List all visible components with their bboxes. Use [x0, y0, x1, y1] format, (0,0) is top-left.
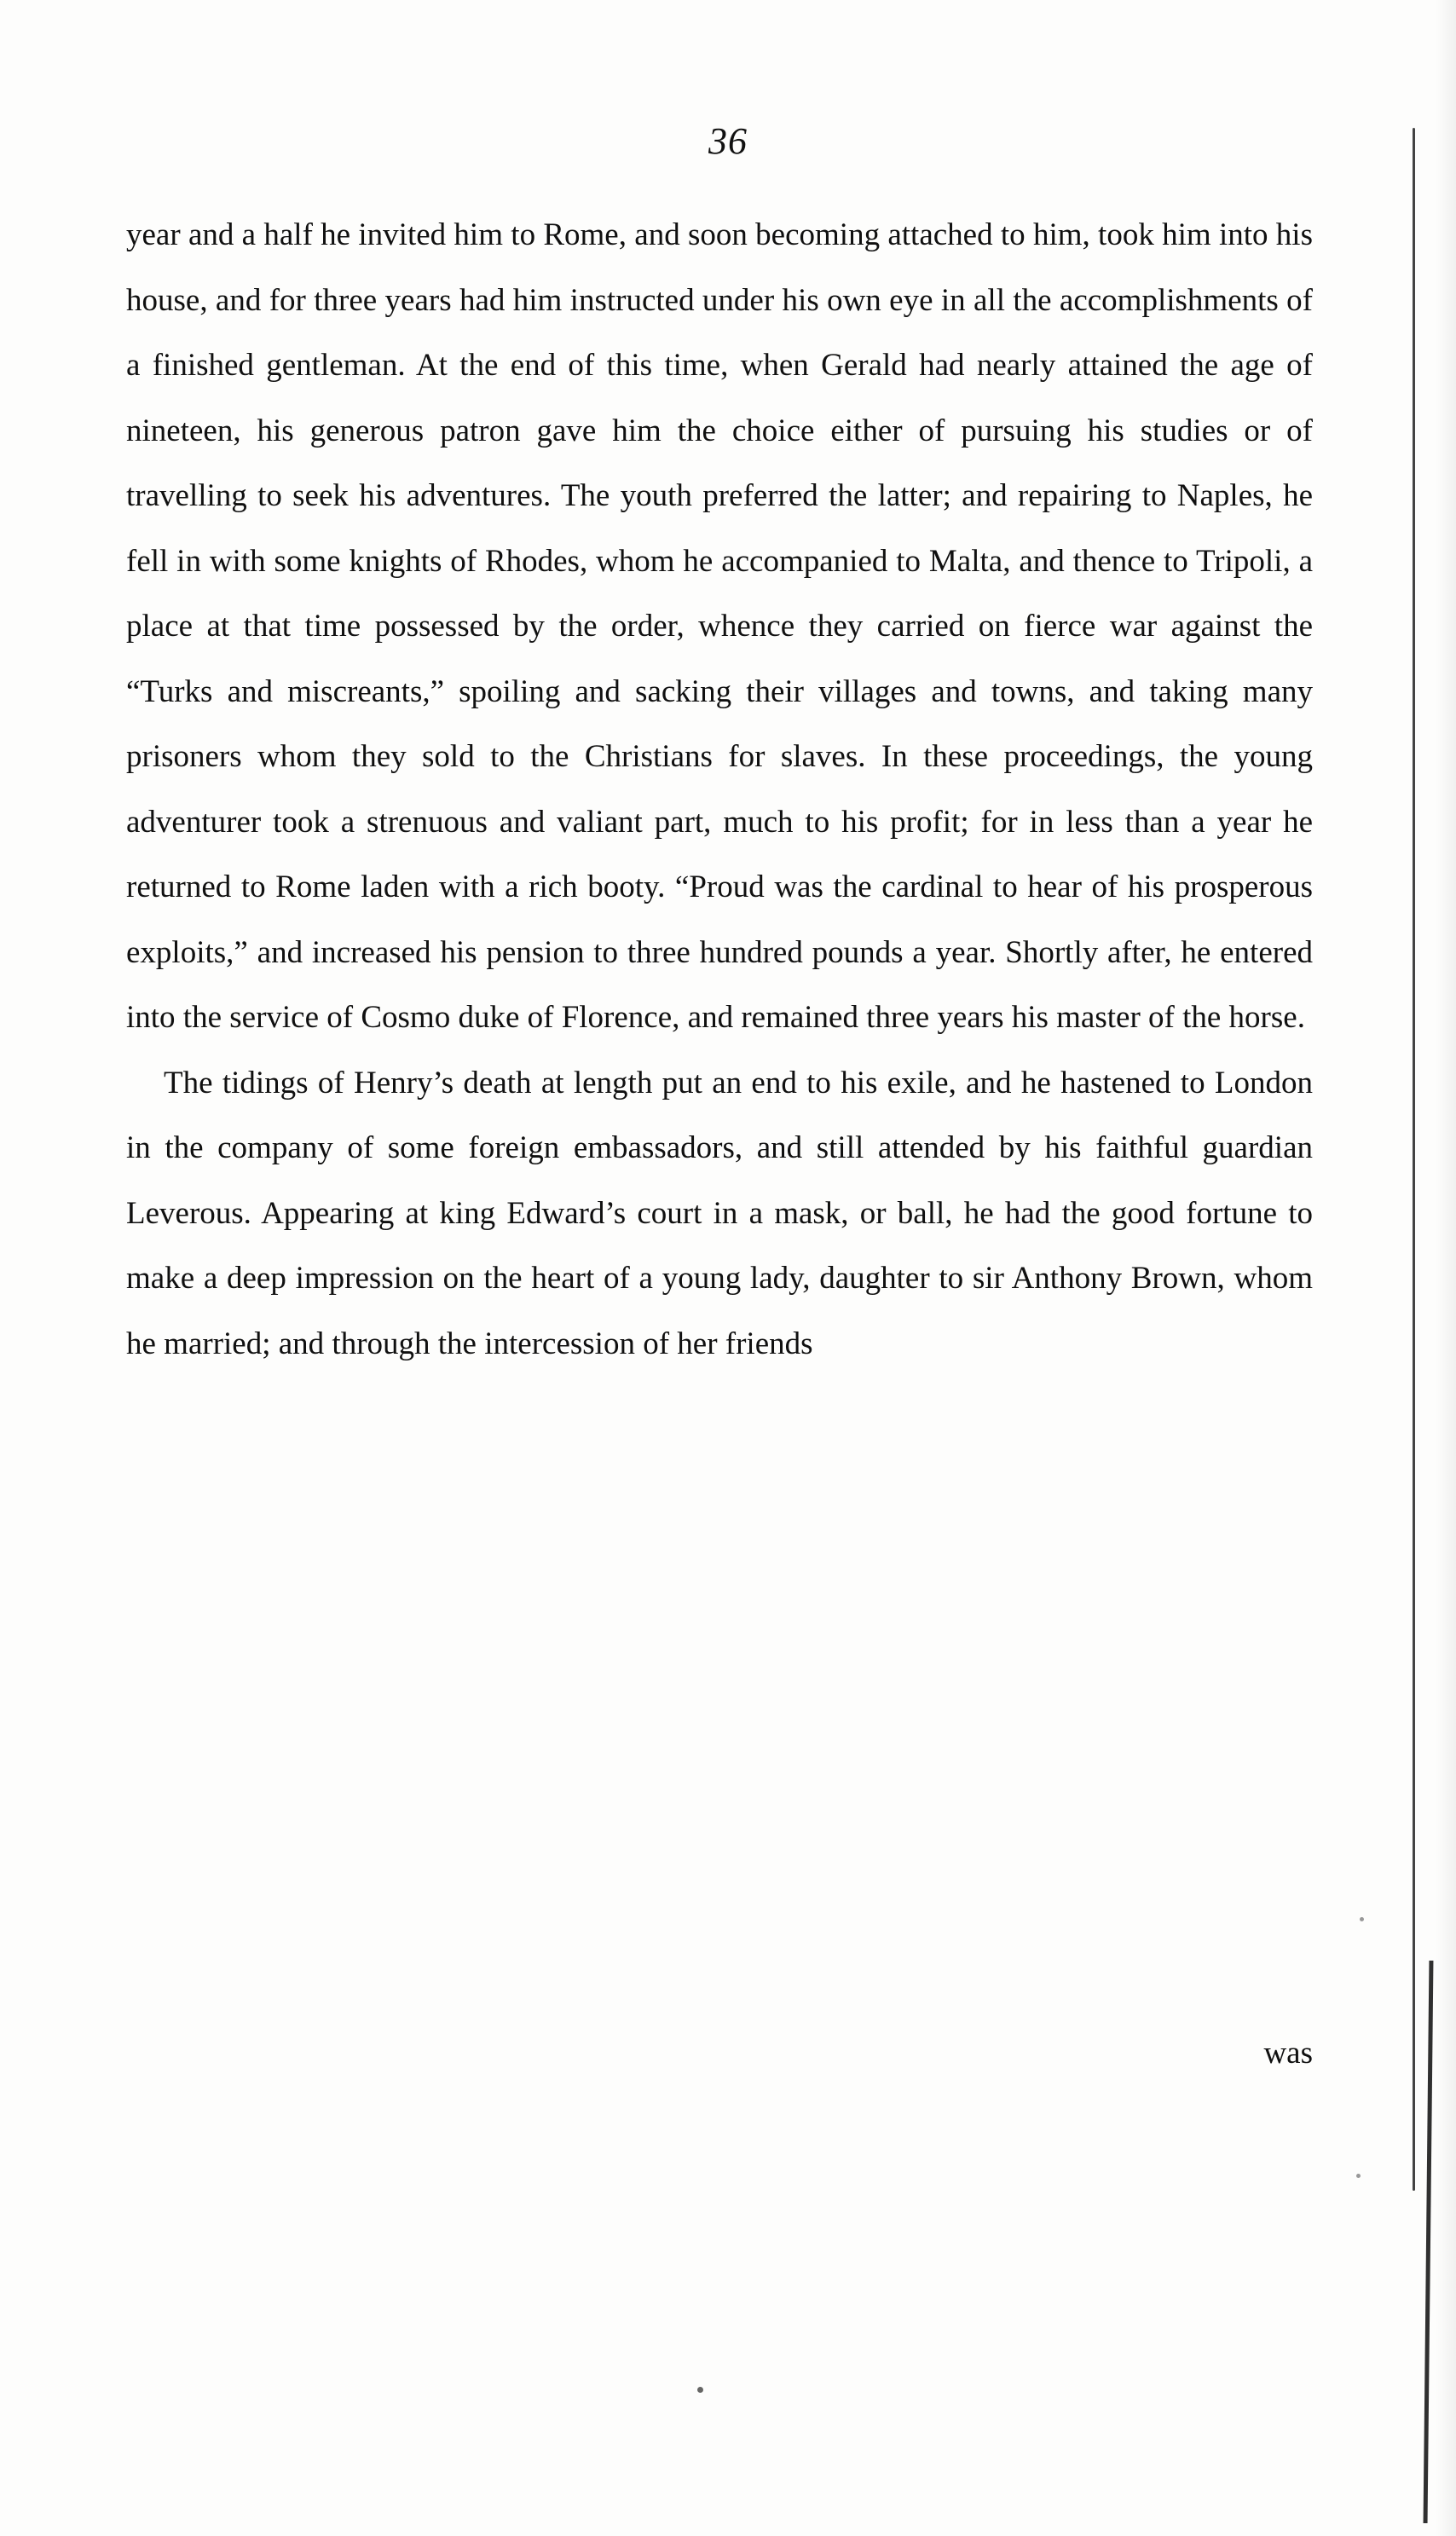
ink-speck: [1356, 2174, 1361, 2178]
catchword: was: [1263, 2036, 1313, 2071]
scan-binding-line-lower: [1424, 1961, 1434, 2523]
page-number: 36: [708, 120, 748, 162]
paragraph: year and a half he invited him to Rome, and soon becoming attached to him, took him into his house, and for three years had him instructed under his own eye in all the accomplishments of a finished gentleman. At the end of this time, when Gerald had nearly attained the age of nineteen, his generous patron gave him the choice either of pursuing his studies or of travelling to seek his adventures. The youth preferred the latter; and repairing to Naples, he fell in with some knights of Rhodes, whom he accompanied to Malta, and thence to Tripoli, a place at that time possessed by the order, whence they carried on fierce war against the “Turks and miscreants,” spoiling and sacking their villages and towns, and taking many prisoners whom they sold to the Christians for slaves. In these proceedings, the young adventurer took a strenuous and valiant part, much to his profit; for in less than a year he returned to Rome laden with a rich booty. “Proud was the cardinal to hear of his prosperous exploits,” and increased his pension to three hundred pounds a year. Shortly after, he entered into the service of Cosmo duke of Florence, and remained three years his master of the horse.: [126, 217, 1313, 1035]
body-text-block: [126, 203, 1313, 1377]
paragraph: The tidings of Henry’s death at length put an end to his exile, and he hastened to London in the company of some foreign embassadors, and still attended by his faithful guardian Leverous. Appearing at king Edward’s court in a mask, or ball, he had the good fortune to make a deep impression on the heart of a young lady, daughter to sir Anthony Brown, whom he married; and through the intercession of her friends: [126, 1065, 1313, 1361]
ink-speck: [1360, 1917, 1364, 1921]
ink-speck: [697, 2387, 703, 2393]
scan-binding-line: [1413, 128, 1415, 2191]
